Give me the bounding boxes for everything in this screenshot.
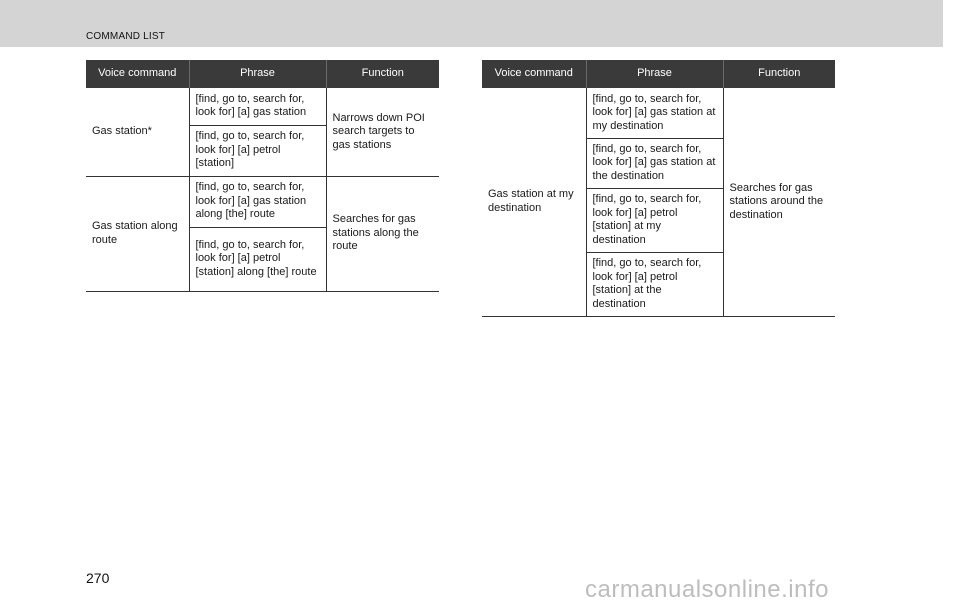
voice-command-cell: Gas station* — [86, 88, 189, 176]
table-header-row — [86, 60, 439, 88]
phrase-cell: [find, go to, search for, look for] [a] gas station along [the] route — [189, 176, 326, 227]
table-row — [86, 176, 439, 227]
column-header-phrase: Phrase — [586, 60, 723, 88]
phrase-cell: [find, go to, search for, look for] [a] petrol [station] along [the] route — [189, 227, 326, 291]
phrase-cell: [find, go to, search for, look for] [a] petrol [station] at my destination — [586, 188, 723, 252]
function-cell: Narrows down POI search targets to gas stations — [326, 88, 439, 176]
column-header-phrase: Phrase — [189, 60, 326, 88]
command-table-right — [482, 60, 835, 317]
function-cell: Searches for gas stations around the destination — [723, 88, 835, 316]
table-header-row — [482, 60, 835, 88]
column-header-voice-command: Voice command — [86, 60, 189, 88]
phrase-cell: [find, go to, search for, look for] [a] gas station at the destination — [586, 138, 723, 188]
column-header-function: Function — [723, 60, 835, 88]
table-row — [482, 88, 835, 138]
phrase-cell: [find, go to, search for, look for] [a] petrol [station] — [189, 125, 326, 176]
phrase-cell: [find, go to, search for, look for] [a] gas station at my destination — [586, 88, 723, 138]
section-title: COMMAND LIST — [86, 31, 166, 42]
watermark: carmanualsonline.info — [585, 576, 829, 603]
phrase-cell: [find, go to, search for, look for] [a] gas station — [189, 88, 326, 125]
function-cell: Searches for gas stations along the route — [326, 176, 439, 291]
table-row — [86, 88, 439, 125]
phrase-cell: [find, go to, search for, look for] [a] petrol [station] at the destination — [586, 252, 723, 316]
command-table-left — [86, 60, 439, 292]
column-header-voice-command: Voice command — [482, 60, 586, 88]
voice-command-cell: Gas station at my destination — [482, 88, 586, 316]
column-header-function: Function — [326, 60, 439, 88]
voice-command-cell: Gas station along route — [86, 176, 189, 291]
page-number: 270 — [86, 570, 110, 586]
